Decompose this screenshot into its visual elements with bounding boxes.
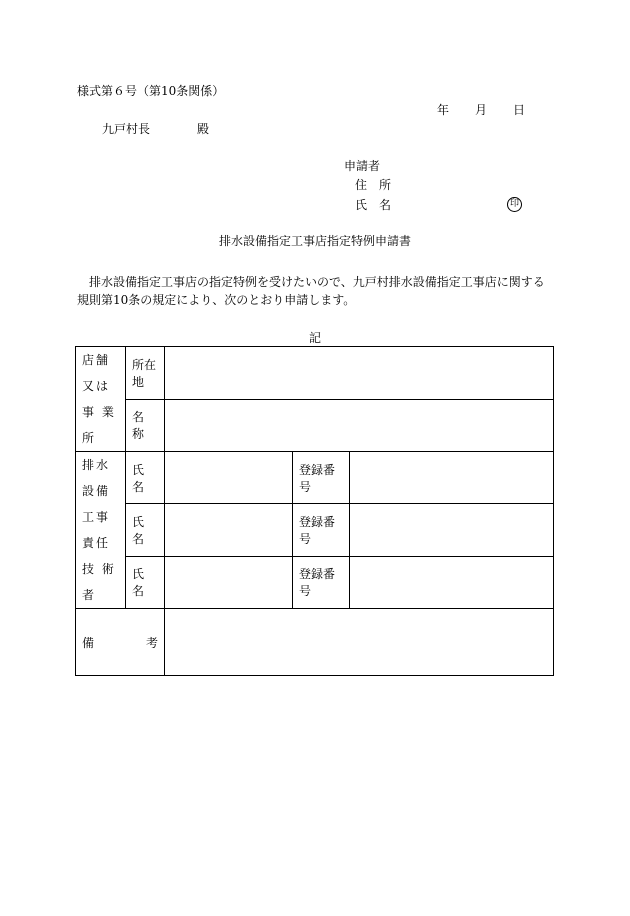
person-name-label: 氏 名 (126, 504, 165, 556)
store-name-label: 名 称 (126, 399, 165, 452)
address-label: 住 所 (355, 178, 392, 192)
application-table (75, 346, 554, 676)
person-name-label: 氏 名 (126, 556, 165, 608)
registration-number-label: 登録番号 (293, 556, 350, 608)
seal-mark: 印 (507, 197, 522, 212)
person-name-label: 氏 名 (126, 452, 165, 504)
person-name-field[interactable] (165, 504, 293, 556)
addressee (102, 122, 209, 137)
date-month: 月 (475, 103, 488, 117)
addressee-name: 九戸村長 (102, 122, 151, 136)
document-title: 排水設備指定工事店指定特例申請書 (218, 234, 411, 248)
ki-heading: 記 (308, 331, 321, 345)
date-year: 年 (437, 103, 450, 117)
date-line (437, 103, 525, 118)
registration-number-label: 登録番号 (293, 504, 350, 556)
date-day: 日 (513, 103, 526, 117)
registration-number-label: 登録番号 (293, 452, 350, 504)
person-name-field[interactable] (165, 452, 293, 504)
registration-number-field[interactable] (350, 504, 554, 556)
applicant-label: 申請者 (344, 159, 381, 173)
form-code: 様式第６号（第10条関係） (77, 84, 225, 98)
remarks-field[interactable] (165, 609, 554, 676)
body-text: 排水設備指定工事店の指定特例を受けたいので、九戸村排水設備指定工事店に関する規則第10条の規定により、次のとおり申請します。 (77, 275, 545, 307)
remarks-label: 備 考 (76, 609, 165, 676)
name-label: 氏 名 (355, 198, 392, 212)
addressee-honorific: 殿 (197, 122, 210, 136)
registration-number-field[interactable] (350, 556, 554, 608)
store-group-label: 店舗又は 事 業 所 (76, 347, 126, 452)
tech-group-label: 排水設備 工事責任 技 術 者 (76, 452, 126, 609)
person-name-field[interactable] (165, 556, 293, 608)
location-field[interactable] (165, 347, 554, 400)
registration-number-field[interactable] (350, 452, 554, 504)
store-name-field[interactable] (165, 399, 554, 452)
location-label: 所在地 (126, 347, 165, 400)
